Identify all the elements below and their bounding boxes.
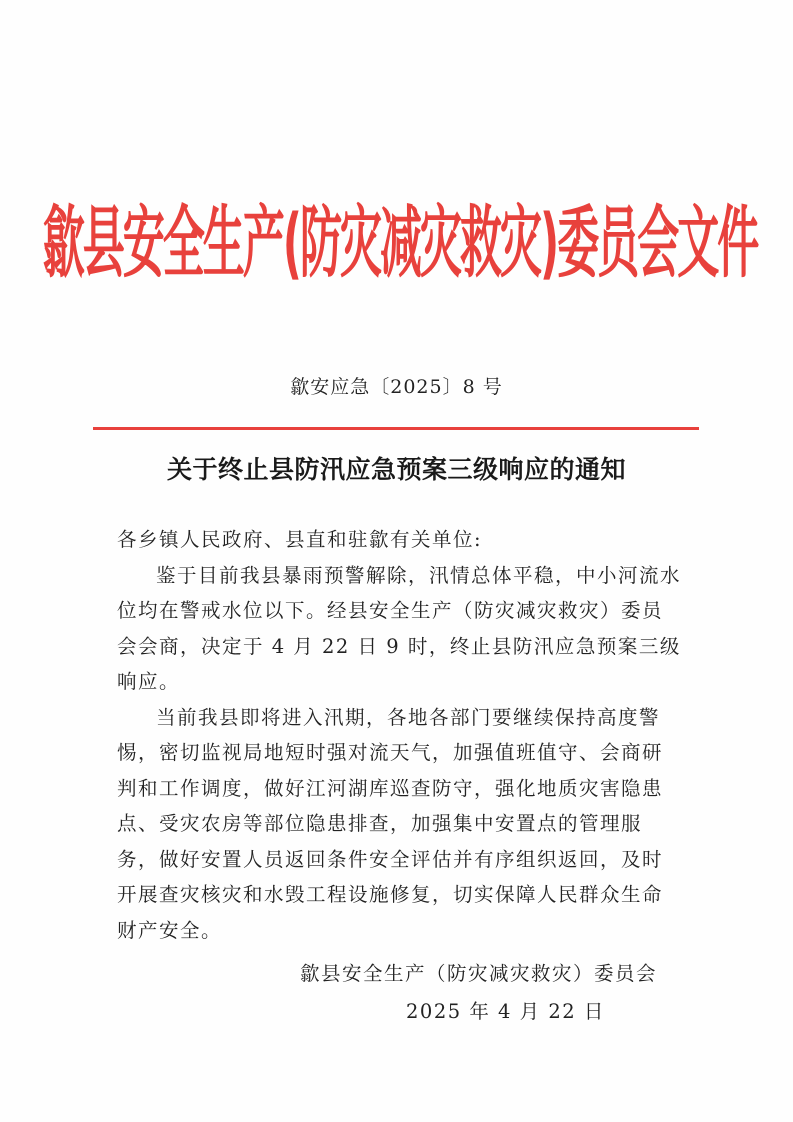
signature-date: 2025 年 4 月 22 日 bbox=[406, 1000, 605, 1023]
signature-block bbox=[300, 955, 680, 1031]
signature-organization: 歙县安全生产（防灾减灾救灾）委员会 bbox=[300, 962, 658, 985]
masthead-title: 歙县安全生产(防灾减灾救灾)委员会文件 bbox=[42, 197, 758, 288]
document-title: 关于终止县防汛应急预案三级响应的通知 bbox=[166, 455, 626, 484]
document-body bbox=[117, 522, 682, 948]
body-paragraph-1: 鉴于目前我县暴雨预警解除，汛情总体平稳，中小河流水位均在警戒水位以下。经县安全生产（防灾减灾救灾）委员会会商，决定于 4 月 22 日 9 时，终止县防汛应急预案三级响应。 bbox=[117, 563, 682, 693]
salutation: 各乡镇人民政府、县直和驻歙有关单位: bbox=[117, 528, 483, 551]
document-number: 歙安应急〔2025〕8 号 bbox=[290, 376, 503, 398]
body-paragraph-2: 当前我县即将进入汛期，各地各部门要继续保持高度警惕，密切监视局地短时强对流天气，加强值班值守、会商研判和工作调度，做好江河湖库巡查防守，强化地质灾害隐患点、受灾农房等部位隐患排查，加强集中安置点的管理服务，做好安置人员返回条件安全评估并有序组织返回，及时开展查灾核灾和水毁工程设施修复，切实保障人民群众生命财产安全。 bbox=[117, 705, 664, 942]
red-separator-line bbox=[93, 427, 699, 430]
red-masthead bbox=[42, 178, 758, 298]
